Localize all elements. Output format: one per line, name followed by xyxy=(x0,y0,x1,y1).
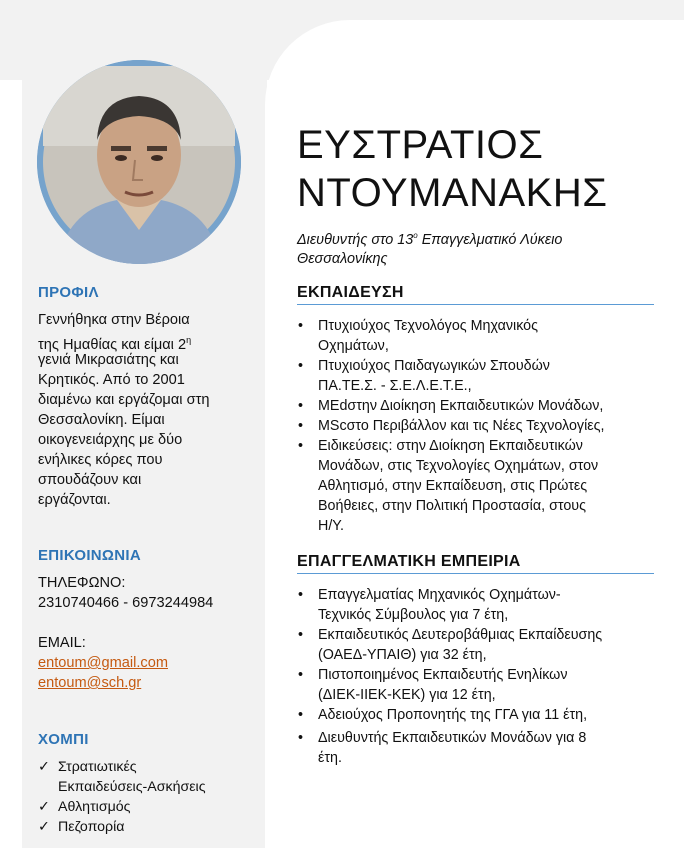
contact-heading: ΕΠΙΚΟΙΝΩΝΙΑ xyxy=(38,547,141,564)
profile-line: Θεσσαλονίκη. Είμαι xyxy=(38,412,165,428)
hobbies-heading: ΧΟΜΠΙ xyxy=(38,731,89,748)
job-title-sup: ο xyxy=(413,231,418,240)
experience-text: Επαγγελματίας Μηχανικός Οχημάτων- Τεχνικός Σύμβουλος για 7 έτη, xyxy=(318,587,561,623)
bullet-icon: • xyxy=(298,587,304,603)
profile-line: εργάζονται. xyxy=(38,492,111,508)
email-link-sch[interactable]: entoum@sch.gr xyxy=(38,675,142,691)
bullet-icon: • xyxy=(298,398,304,414)
bullet-icon: • xyxy=(298,627,304,643)
job-title-text: Διευθυντής στο 13 xyxy=(297,231,414,248)
profile-line: σπουδάζουν και xyxy=(38,472,142,488)
education-text: Ειδικεύσεις: στην Διοίκηση Εκπαιδευτικών Μονάδων, στις Τεχνολογίες Οχημάτων, στον Αθλητισμό, στην Εκπαίδευση, στις Πρώτες Βοήθειες, στην Πολιτική Προστασία, στους Η/Υ. xyxy=(318,438,599,534)
bullet-icon: • xyxy=(298,707,304,723)
bullet-icon: • xyxy=(298,418,304,434)
bullet-icon: • xyxy=(298,358,304,374)
experience-text: Πιστοποιημένος Εκπαιδευτής Ενηλίκων (ΔΙΕΚ-ΙΙΕΚ-ΚΕΚ) για 12 έτη, xyxy=(318,667,568,703)
profile-line-text: της Ημαθίας και είμαι 2 xyxy=(38,336,187,353)
bullet-icon: • xyxy=(298,318,304,334)
education-text: Πτυχιούχος Παιδαγωγικών Σπουδών ΠΑ.ΤΕ.Σ. - Σ.Ε.Λ.Ε.Τ.Ε., xyxy=(318,358,550,394)
job-title-city: Θεσσαλονίκης xyxy=(297,250,388,267)
profile-line: διαμένω και εργάζομαι στη xyxy=(38,392,210,408)
profile-line: οικογενειάρχης με δύο xyxy=(38,432,183,448)
experience-text: Διευθυντής Εκπαιδευτικών Μονάδων για 8 έτη. xyxy=(318,730,587,766)
education-text: MScστο Περιβάλλον και τις Νέες Τεχνολογίες, xyxy=(318,418,605,434)
profile-heading: ΠΡΟΦΙΛ xyxy=(38,284,99,301)
checkmark-icon: ✓ xyxy=(38,819,50,835)
phone-label: ΤΗΛΕΦΩΝΟ: xyxy=(38,575,126,591)
education-heading: ΕΚΠΑΙΔΕΥΣΗ xyxy=(297,284,654,305)
experience-text: Αδειούχος Προπονητής της ΓΓΑ για 11 έτη, xyxy=(318,707,588,723)
experience-heading: ΕΠΑΓΓΕΛΜΑΤΙΚΗ ΕΜΠΕΙΡΙΑ xyxy=(297,553,654,574)
profile-line: Γεννήθηκα στην Βέροια xyxy=(38,312,190,328)
job-title xyxy=(297,226,562,269)
hobby-label: Πεζοπορία xyxy=(58,819,125,835)
job-title-text: Επαγγελματικό Λύκειο xyxy=(417,231,563,248)
person-name-last: ΝΤΟΥΜΑΝΑΚΗΣ xyxy=(297,171,608,215)
profile-line: ενήλικες κόρες που xyxy=(38,452,163,468)
checkmark-icon: ✓ xyxy=(38,759,50,775)
hobby-item xyxy=(38,797,130,817)
education-text: ΜΕdστην Διοίκηση Εκπαιδευτικών Μονάδων, xyxy=(318,398,604,414)
hobby-item xyxy=(38,757,206,797)
profile-photo xyxy=(37,60,241,264)
bullet-icon: • xyxy=(298,438,304,454)
checkmark-icon: ✓ xyxy=(38,799,50,815)
person-name-first: ΕΥΣΤΡΑΤΙΟΣ xyxy=(297,123,544,167)
hobby-label: Στρατιωτικές Εκπαιδεύσεις-Ασκήσεις xyxy=(58,759,206,795)
bullet-icon: • xyxy=(298,730,304,746)
email-label: EMAIL: xyxy=(38,635,86,651)
bullet-icon: • xyxy=(298,667,304,683)
email-link-gmail[interactable]: entoum@gmail.com xyxy=(38,655,168,671)
hobby-item xyxy=(38,817,124,837)
profile-line-sup: η xyxy=(186,335,192,345)
profile-line: Κρητικός. Από το 2001 xyxy=(38,372,185,388)
profile-line: γενιά Μικρασιάτης και xyxy=(38,352,179,368)
hobby-label: Αθλητισμός xyxy=(58,799,131,815)
experience-text: Εκπαιδευτικός Δευτεροβάθμιας Εκπαίδευσης (ΟΑΕΔ-ΥΠΑΙΘ) για 32 έτη, xyxy=(318,627,603,663)
phone-value: 2310740466 - 6973244984 xyxy=(38,595,214,611)
education-text: Πτυχιούχος Τεχνολόγος Μηχανικός Οχημάτων, xyxy=(318,318,539,354)
